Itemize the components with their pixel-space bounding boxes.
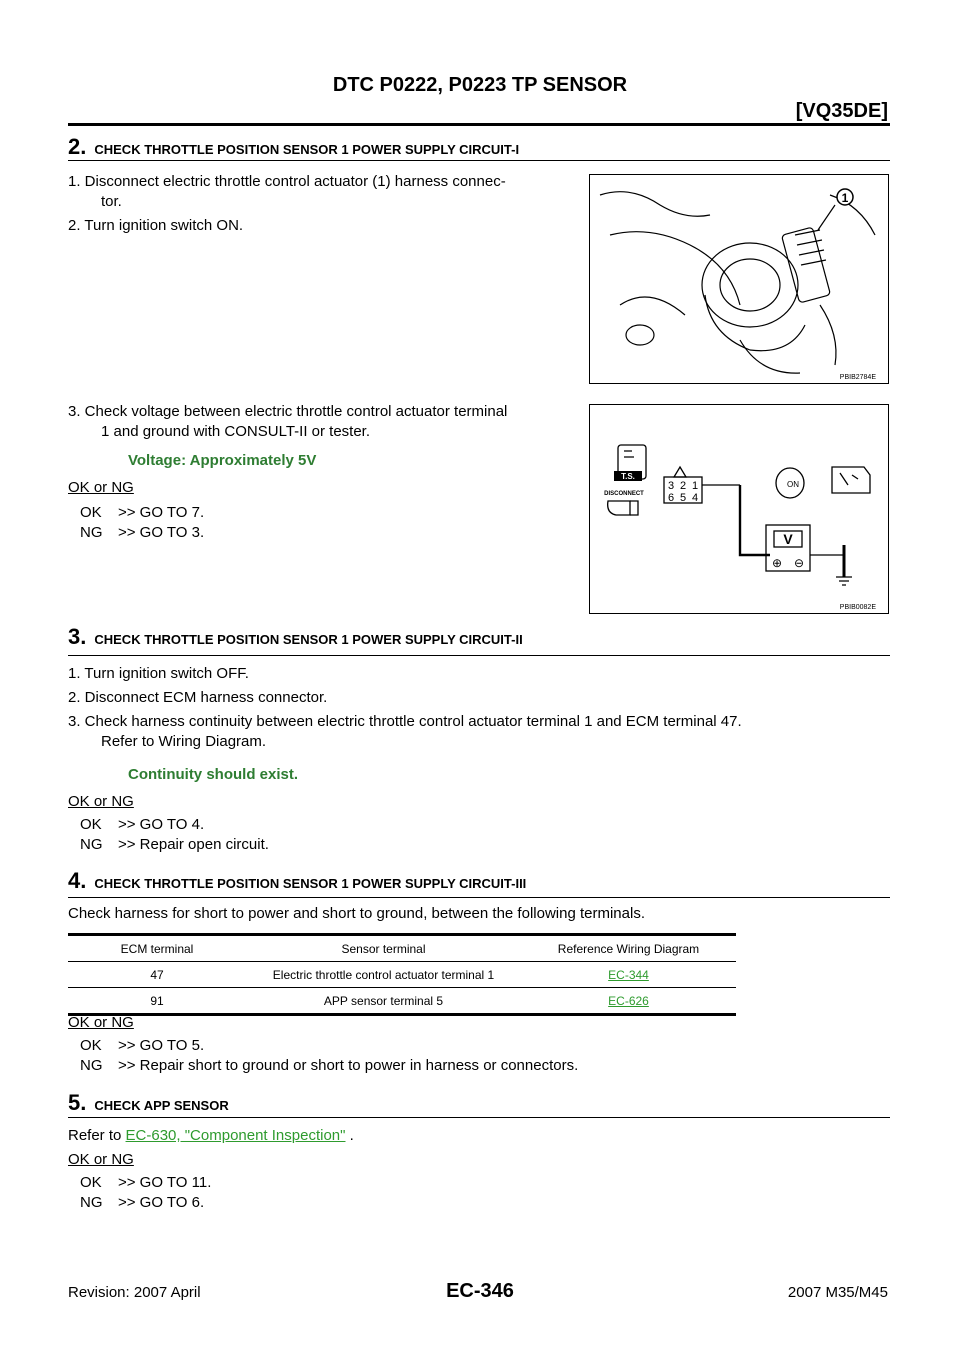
step5-ok bbox=[80, 1173, 211, 1193]
engine-model: [VQ35DE] bbox=[795, 100, 888, 122]
step3-instructions bbox=[68, 664, 888, 752]
voltage-check-illustration bbox=[590, 405, 888, 613]
step2-results bbox=[80, 503, 204, 543]
ok-label: OK bbox=[80, 504, 102, 521]
step2-item-2: 2. Turn ignition switch ON. bbox=[68, 217, 244, 234]
ng-action: >> Repair open circuit. bbox=[118, 836, 269, 853]
figure1-code: PBIB2784E bbox=[839, 374, 876, 381]
pin-5: 5 bbox=[679, 492, 687, 504]
ecm-connector-icon bbox=[832, 467, 870, 493]
step5-number: 5. bbox=[68, 1090, 87, 1115]
step3-rule bbox=[68, 655, 890, 656]
step2-item-3-cont: 1 and ground with CONSULT-II or tester. bbox=[101, 423, 371, 440]
ng-label: NG bbox=[80, 836, 103, 853]
ok-label: OK bbox=[80, 1174, 102, 1191]
step4-results bbox=[80, 1036, 578, 1076]
page-title: DTC P0222, P0223 TP SENSOR bbox=[332, 74, 628, 96]
callout-number: 1 bbox=[841, 191, 849, 205]
step5-title: CHECK APP SENSOR bbox=[94, 1098, 229, 1113]
step3-item-3: 3. Check harness continuity between electric throttle control actuator terminal 1 and ECM terminal 47. bbox=[68, 713, 742, 730]
step2-item-3: 3. Check voltage between electric throttle control actuator terminal bbox=[68, 403, 508, 420]
step3-ng bbox=[80, 835, 269, 855]
step2-item-1-cont: tor. bbox=[101, 193, 122, 210]
step3-results bbox=[80, 815, 269, 855]
step5-heading bbox=[68, 1090, 229, 1116]
step5-ng bbox=[80, 1193, 211, 1213]
sensor-terminal-cell: Electric throttle control actuator terminal 1 bbox=[246, 962, 521, 988]
header-reference: Reference Wiring Diagram bbox=[521, 935, 736, 962]
step5-refer bbox=[68, 1126, 354, 1146]
table-row bbox=[68, 962, 736, 988]
ts-label: T.S. bbox=[621, 472, 635, 481]
step2-ng bbox=[80, 523, 204, 543]
step2-heading bbox=[68, 134, 519, 160]
ng-label: NG bbox=[80, 1194, 103, 1211]
pin-3: 3 bbox=[667, 480, 675, 492]
reference-link[interactable]: EC-626 bbox=[608, 993, 649, 1008]
throttle-actuator-figure bbox=[589, 174, 889, 384]
meter-minus: ⊖ bbox=[793, 556, 805, 570]
step2-rule bbox=[68, 160, 890, 161]
revision-date: Revision: 2007 April bbox=[68, 1284, 201, 1301]
step4-title: CHECK THROTTLE POSITION SENSOR 1 POWER SUPPLY CIRCUIT-III bbox=[94, 876, 527, 891]
header-rule bbox=[68, 123, 890, 126]
vehicle-model: 2007 M35/M45 bbox=[787, 1284, 888, 1301]
pin-1: 1 bbox=[691, 480, 699, 492]
step3-spec: Continuity should exist. bbox=[128, 766, 299, 783]
step3-ok bbox=[80, 815, 269, 835]
disconnect-connector-icon bbox=[608, 501, 630, 515]
ng-action: >> GO TO 6. bbox=[118, 1194, 205, 1211]
ok-action: >> GO TO 4. bbox=[118, 816, 205, 833]
ng-action: >> Repair short to ground or short to power in harness or connectors. bbox=[118, 1057, 579, 1074]
step5-results bbox=[80, 1173, 211, 1213]
step4-intro: Check harness for short to power and short to ground, between the following terminals. bbox=[68, 905, 645, 922]
step3-item-3-cont: Refer to Wiring Diagram. bbox=[101, 733, 267, 750]
step5-rule bbox=[68, 1117, 890, 1118]
step3-number: 3. bbox=[68, 624, 87, 649]
step2-number: 2. bbox=[68, 134, 87, 159]
ng-action: >> GO TO 3. bbox=[118, 524, 205, 541]
meter-plus: ⊕ bbox=[771, 556, 783, 570]
step3-okng: OK or NG bbox=[68, 793, 134, 810]
ok-label: OK bbox=[80, 1037, 102, 1054]
header-sensor-terminal: Sensor terminal bbox=[246, 935, 521, 962]
meter-v-label: V bbox=[783, 531, 793, 547]
terminal-table bbox=[68, 933, 736, 1016]
step2-okng: OK or NG bbox=[68, 479, 134, 496]
ok-action: >> GO TO 5. bbox=[118, 1037, 205, 1054]
step4-heading bbox=[68, 868, 526, 894]
step2-item-1: 1. Disconnect electric throttle control actuator (1) harness connec- bbox=[68, 173, 506, 190]
pin-6: 6 bbox=[667, 492, 675, 504]
reference-link[interactable]: EC-344 bbox=[608, 967, 649, 982]
throttle-actuator-illustration bbox=[590, 175, 888, 383]
step2-instructions-b bbox=[68, 402, 588, 442]
table-header-row bbox=[68, 935, 736, 962]
pin-4: 4 bbox=[691, 492, 699, 504]
step2-title: CHECK THROTTLE POSITION SENSOR 1 POWER SUPPLY CIRCUIT-I bbox=[94, 142, 520, 157]
step3-item-1: 1. Turn ignition switch OFF. bbox=[68, 665, 249, 682]
step5-okng: OK or NG bbox=[68, 1151, 134, 1168]
component-inspection-link[interactable]: EC-630, "Component Inspection" bbox=[125, 1127, 346, 1144]
disconnect-label: DISCONNECT bbox=[604, 491, 644, 497]
table-row bbox=[68, 988, 736, 1015]
refer-suffix: . bbox=[345, 1127, 354, 1144]
ok-action: >> GO TO 11. bbox=[118, 1174, 212, 1191]
figure2-code: PBIB0082E bbox=[839, 604, 876, 611]
pin-2: 2 bbox=[679, 480, 687, 492]
step3-item-2: 2. Disconnect ECM harness connector. bbox=[68, 689, 328, 706]
step4-ok bbox=[80, 1036, 578, 1056]
ecm-terminal-cell: 47 bbox=[68, 962, 246, 988]
ng-label: NG bbox=[80, 524, 103, 541]
step3-heading bbox=[68, 624, 523, 650]
step2-instructions bbox=[68, 172, 578, 236]
header-ecm-terminal: ECM terminal bbox=[68, 935, 246, 962]
step4-ng bbox=[80, 1056, 578, 1076]
ecm-terminal-cell: 91 bbox=[68, 988, 246, 1015]
step2-ok bbox=[80, 503, 204, 523]
step2-spec: Voltage: Approximately 5V bbox=[128, 452, 317, 469]
ok-action: >> GO TO 7. bbox=[118, 504, 205, 521]
voltage-check-figure bbox=[589, 404, 889, 614]
refer-prefix: Refer to bbox=[68, 1127, 126, 1144]
step4-rule bbox=[68, 897, 890, 898]
sensor-terminal-cell: APP sensor terminal 5 bbox=[246, 988, 521, 1015]
page-number: EC-346 bbox=[446, 1280, 514, 1302]
step4-okng: OK or NG bbox=[68, 1014, 134, 1031]
step4-number: 4. bbox=[68, 868, 87, 893]
ok-label: OK bbox=[80, 816, 102, 833]
ng-label: NG bbox=[80, 1057, 103, 1074]
step3-title: CHECK THROTTLE POSITION SENSOR 1 POWER SUPPLY CIRCUIT-II bbox=[94, 632, 523, 647]
ignition-on-label: ON bbox=[787, 480, 799, 489]
